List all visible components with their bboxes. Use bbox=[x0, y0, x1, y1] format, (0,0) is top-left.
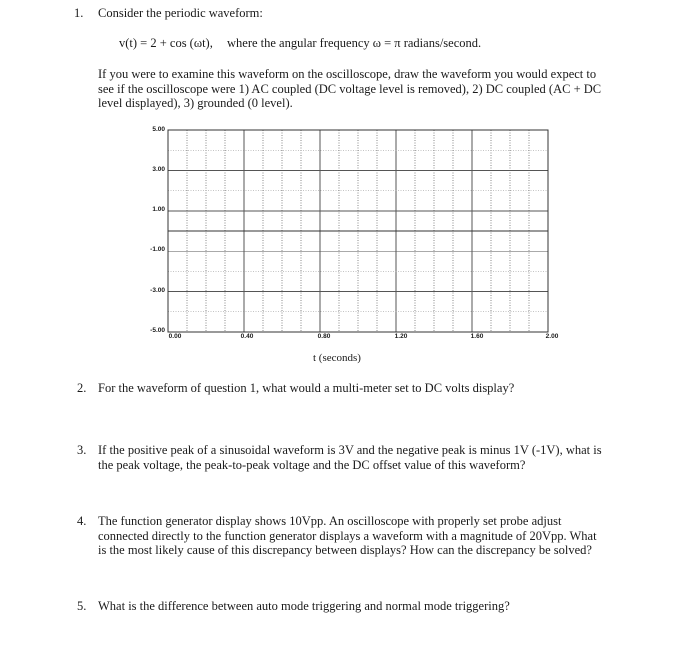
question-1-equation-note: where the angular frequency ω = π radians/second. bbox=[227, 36, 482, 50]
question-3-number: 3. bbox=[77, 443, 87, 457]
question-5-number: 5. bbox=[77, 599, 87, 613]
x-tick-label: 0.00 bbox=[168, 333, 182, 340]
question-3-text: If the positive peak of a sinusoidal waveform is 3V and the negative peak is minus 1V (-1V), what is the peak voltage, the peak-to-peak voltage and the DC offset value of this waveform? bbox=[98, 443, 602, 472]
question-1-body: If you were to examine this waveform on the oscilloscope, draw the waveform you would expect to see if the oscilloscope were 1) AC coupled (DC voltage level is removed), 2) DC coupled (AC + DC level displayed), 3) grounded (0 level). bbox=[98, 67, 602, 110]
question-1-equation: v(t) = 2 + cos (ωt), bbox=[119, 36, 213, 50]
x-tick-label: 2.00 bbox=[545, 333, 559, 340]
question-2-text: For the waveform of question 1, what would a multi-meter set to DC volts display? bbox=[98, 381, 515, 395]
waveform-grid bbox=[118, 120, 588, 345]
question-4-number: 4. bbox=[77, 514, 87, 528]
question-1-number: 1. bbox=[74, 6, 84, 20]
x-tick-label: 0.40 bbox=[240, 333, 254, 340]
x-axis-label: t (seconds) bbox=[313, 352, 361, 364]
question-4-text: The function generator display shows 10Vpp. An oscilloscope with properly set probe adjust connected directly to the function generator displays a waveform with a magnitude of 20Vpp. What is the most likely cause of this discrepancy between displays? How can the discrepancy be solved? bbox=[98, 514, 597, 557]
y-tick-label: 1.00 bbox=[152, 206, 165, 213]
x-tick-label: 1.20 bbox=[394, 333, 408, 340]
question-2-number: 2. bbox=[77, 381, 87, 395]
y-tick-label: -5.00 bbox=[150, 327, 165, 334]
question-1-intro: Consider the periodic waveform: bbox=[98, 6, 263, 20]
y-tick-label: 3.00 bbox=[152, 166, 165, 173]
y-tick-label: -3.00 bbox=[150, 287, 165, 294]
x-tick-label: 0.80 bbox=[317, 333, 331, 340]
waveform-grid-svg bbox=[118, 120, 588, 345]
x-tick-label: 1.60 bbox=[470, 333, 484, 340]
y-tick-label: -1.00 bbox=[150, 246, 165, 253]
y-tick-label: 5.00 bbox=[152, 126, 165, 133]
question-5-text: What is the difference between auto mode triggering and normal mode triggering? bbox=[98, 599, 510, 613]
